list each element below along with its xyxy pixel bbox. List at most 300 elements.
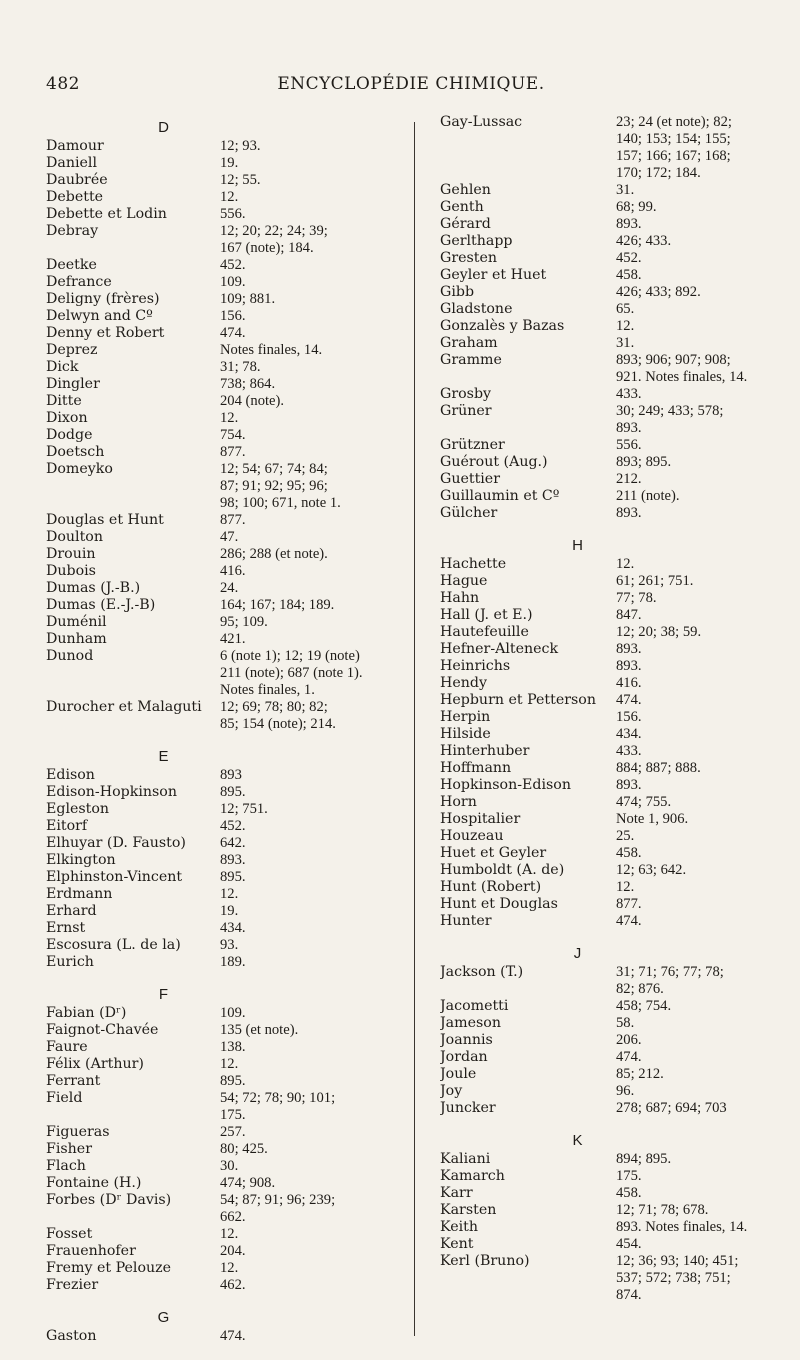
entry-name: Eitorf bbox=[46, 818, 88, 834]
entry-name: Faure bbox=[46, 1039, 88, 1055]
entry-references: 458. bbox=[616, 845, 642, 861]
section-letter: D bbox=[158, 119, 169, 136]
entry-references: 416. bbox=[220, 563, 246, 579]
index-entry bbox=[440, 1049, 795, 1066]
index-entry bbox=[46, 1124, 401, 1141]
entry-references: 95; 109. bbox=[220, 614, 268, 630]
entry-references: 474; 755. bbox=[616, 794, 672, 810]
entry-name: Dubois bbox=[46, 563, 96, 579]
index-entry bbox=[440, 641, 795, 658]
entry-references: 85; 212. bbox=[616, 1066, 664, 1082]
entry-name: Debette bbox=[46, 189, 104, 205]
entry-name: Frauenhofer bbox=[46, 1243, 136, 1259]
entry-references: 93. bbox=[220, 937, 239, 953]
entry-name: Grüner bbox=[440, 403, 492, 419]
section-letter: E bbox=[158, 748, 169, 765]
entry-name: Dunod bbox=[46, 648, 94, 664]
entry-references: 877. bbox=[220, 512, 246, 528]
entry-name: Grützner bbox=[440, 437, 505, 453]
index-entry bbox=[440, 1202, 795, 1219]
index-entry bbox=[46, 138, 401, 155]
index-entry bbox=[440, 335, 795, 352]
entry-name: Juncker bbox=[440, 1100, 496, 1116]
entry-name: Deetke bbox=[46, 257, 97, 273]
entry-references: 31. bbox=[616, 182, 635, 198]
index-entry bbox=[46, 291, 401, 308]
index-entry bbox=[440, 199, 795, 216]
entry-references: 12; 71; 78; 678. bbox=[616, 1202, 709, 1218]
entry-name: Gehlen bbox=[440, 182, 491, 198]
index-entry bbox=[46, 257, 401, 274]
index-entry bbox=[440, 556, 795, 573]
entry-name: Fosset bbox=[46, 1226, 93, 1242]
entry-name: Graham bbox=[440, 335, 498, 351]
entry-name: Heinrichs bbox=[440, 658, 511, 674]
entry-name: Guérout (Aug.) bbox=[440, 454, 548, 470]
entry-references: 24. bbox=[220, 580, 239, 596]
page-header bbox=[46, 74, 746, 98]
entry-name: Debray bbox=[46, 223, 99, 239]
index-entry bbox=[440, 284, 795, 301]
index-entry bbox=[46, 223, 401, 257]
entry-name: Hall (J. et E.) bbox=[440, 607, 533, 623]
entry-name: Joule bbox=[440, 1066, 477, 1082]
entry-name: Ernst bbox=[46, 920, 86, 936]
entry-references: 30. bbox=[220, 1158, 239, 1174]
entry-references: 211 (note). bbox=[616, 488, 680, 504]
entry-name: Geyler et Huet bbox=[440, 267, 547, 283]
entry-references: 25. bbox=[616, 828, 635, 844]
entry-references: 204. bbox=[220, 1243, 246, 1259]
entry-references: 895. bbox=[220, 784, 246, 800]
index-entry bbox=[46, 410, 401, 427]
entry-references: 893 bbox=[220, 767, 242, 783]
entry-references: 12; 54; 67; 74; 84; 87; 91; 92; 95; 96; 98; 100; 671, note 1. bbox=[220, 461, 341, 511]
entry-name: Fisher bbox=[46, 1141, 92, 1157]
entry-references: 12. bbox=[616, 556, 635, 572]
index-entry bbox=[46, 563, 401, 580]
entry-name: Hilside bbox=[440, 726, 491, 742]
entry-references: 278; 687; 694; 703 bbox=[616, 1100, 727, 1116]
entry-references: 458. bbox=[616, 267, 642, 283]
index-entry bbox=[46, 1192, 401, 1226]
entry-name: Jackson (T.) bbox=[440, 964, 524, 980]
entry-name: Deprez bbox=[46, 342, 98, 358]
index-entry bbox=[440, 1168, 795, 1185]
index-entry bbox=[440, 777, 795, 794]
entry-references: 893; 895. bbox=[616, 454, 672, 470]
entry-name: Félix (Arthur) bbox=[46, 1056, 144, 1072]
index-entry bbox=[440, 726, 795, 743]
section-letter: F bbox=[158, 986, 169, 1003]
entry-name: Gonzalès y Bazas bbox=[440, 318, 565, 334]
entry-name: Hospitalier bbox=[440, 811, 521, 827]
entry-references: 19. bbox=[220, 155, 239, 171]
page-running-title: ENCYCLOPÉDIE CHIMIQUE. bbox=[277, 74, 545, 94]
index-entry bbox=[440, 471, 795, 488]
index-entry bbox=[46, 529, 401, 546]
entry-references: 286; 288 (et note). bbox=[220, 546, 328, 562]
entry-name: Hautefeuille bbox=[440, 624, 529, 640]
entry-name: Gramme bbox=[440, 352, 502, 368]
index-entry bbox=[440, 114, 795, 182]
entry-references: 6 (note 1); 12; 19 (note) 211 (note); 687 (note 1). Notes finales, 1. bbox=[220, 648, 363, 698]
entry-name: Hunt et Douglas bbox=[440, 896, 558, 912]
entry-references: 433. bbox=[616, 743, 642, 759]
entry-references: 458; 754. bbox=[616, 998, 672, 1014]
entry-name: Delwyn and Cº bbox=[46, 308, 153, 324]
entry-references: 474. bbox=[616, 1049, 642, 1065]
entry-references: 893. bbox=[616, 216, 642, 232]
entry-references: 895. bbox=[220, 869, 246, 885]
entry-name: Dick bbox=[46, 359, 79, 375]
entry-name: Elhuyar (D. Fausto) bbox=[46, 835, 186, 851]
index-entry bbox=[46, 1073, 401, 1090]
entry-name: Elkington bbox=[46, 852, 116, 868]
entry-name: Dingler bbox=[46, 376, 100, 392]
index-entry bbox=[46, 393, 401, 410]
entry-references: 80; 425. bbox=[220, 1141, 268, 1157]
entry-name: Horn bbox=[440, 794, 477, 810]
entry-references: 893. bbox=[616, 641, 642, 657]
entry-name: Gerlthарp bbox=[440, 233, 513, 249]
index-entry bbox=[440, 1185, 795, 1202]
entry-name: Forbes (Dʳ Davis) bbox=[46, 1192, 172, 1208]
index-entry bbox=[440, 233, 795, 250]
entry-references: 54; 87; 91; 96; 239; 662. bbox=[220, 1192, 336, 1225]
entry-name: Dunham bbox=[46, 631, 107, 647]
entry-name: Hinterhuber bbox=[440, 743, 530, 759]
index-entry bbox=[440, 1083, 795, 1100]
index-entry bbox=[46, 835, 401, 852]
index-entry bbox=[440, 1066, 795, 1083]
index-entry bbox=[46, 512, 401, 529]
index-entry bbox=[440, 811, 795, 828]
entry-name: Dodge bbox=[46, 427, 93, 443]
entry-references: 12; 36; 93; 140; 451; 537; 572; 738; 751; 874. bbox=[616, 1253, 739, 1303]
entry-name: Flach bbox=[46, 1158, 86, 1174]
entry-name: Ditte bbox=[46, 393, 82, 409]
entry-name: Kaliani bbox=[440, 1151, 491, 1167]
entry-name: Edison-Hopkinson bbox=[46, 784, 177, 800]
entry-references: 877. bbox=[220, 444, 246, 460]
entry-name: Gibb bbox=[440, 284, 475, 300]
index-entry bbox=[440, 607, 795, 624]
entry-references: 426; 433; 892. bbox=[616, 284, 701, 300]
index-entry bbox=[46, 444, 401, 461]
index-entry bbox=[46, 784, 401, 801]
index-entry bbox=[46, 1141, 401, 1158]
entry-name: Hepburn et Petterson bbox=[440, 692, 596, 708]
entry-references: 58. bbox=[616, 1015, 635, 1031]
index-column-right bbox=[440, 114, 795, 1304]
index-entry bbox=[46, 869, 401, 886]
entry-references: 12; 63; 642. bbox=[616, 862, 687, 878]
entry-references: 164; 167; 184; 189. bbox=[220, 597, 335, 613]
index-entry bbox=[46, 852, 401, 869]
entry-references: 893. bbox=[616, 777, 642, 793]
entry-name: Erhard bbox=[46, 903, 97, 919]
entry-references: 206. bbox=[616, 1032, 642, 1048]
entry-references: 189. bbox=[220, 954, 246, 970]
entry-references: 462. bbox=[220, 1277, 246, 1293]
index-entry bbox=[46, 767, 401, 784]
entry-references: 109. bbox=[220, 274, 246, 290]
entry-references: 19. bbox=[220, 903, 239, 919]
entry-name: Kerl (Bruno) bbox=[440, 1253, 530, 1269]
index-entry bbox=[46, 801, 401, 818]
entry-references: 556. bbox=[616, 437, 642, 453]
index-entry bbox=[46, 376, 401, 393]
entry-references: 452. bbox=[220, 818, 246, 834]
entry-name: Defrance bbox=[46, 274, 112, 290]
entry-references: 738; 864. bbox=[220, 376, 276, 392]
entry-name: Jordan bbox=[440, 1049, 488, 1065]
entry-references: 474. bbox=[616, 692, 642, 708]
index-entry bbox=[440, 386, 795, 403]
index-entry bbox=[46, 1328, 401, 1345]
entry-name: Frezier bbox=[46, 1277, 99, 1293]
entry-references: 135 (et note). bbox=[220, 1022, 299, 1038]
index-entry bbox=[440, 828, 795, 845]
entry-references: 31; 78. bbox=[220, 359, 261, 375]
index-entry bbox=[46, 1226, 401, 1243]
index-entry bbox=[440, 301, 795, 318]
entry-name: Damour bbox=[46, 138, 104, 154]
entry-references: 12; 20; 22; 24; 39; 167 (note); 184. bbox=[220, 223, 328, 256]
entry-references: 642. bbox=[220, 835, 246, 851]
entry-name: Dumas (E.-J.-B) bbox=[46, 597, 156, 613]
entry-references: 65. bbox=[616, 301, 635, 317]
index-entry bbox=[46, 699, 401, 733]
entry-name: Hendy bbox=[440, 675, 488, 691]
entry-references: 12. bbox=[220, 886, 239, 902]
entry-references: 12; 93. bbox=[220, 138, 261, 154]
entry-references: 12. bbox=[220, 189, 239, 205]
index-entry bbox=[440, 845, 795, 862]
index-entry bbox=[46, 1056, 401, 1073]
index-entry bbox=[46, 1260, 401, 1277]
index-entry bbox=[440, 403, 795, 437]
index-entry bbox=[46, 903, 401, 920]
index-entry bbox=[440, 590, 795, 607]
entry-references: 12. bbox=[616, 879, 635, 895]
entry-name: Doulton bbox=[46, 529, 103, 545]
index-entry bbox=[46, 274, 401, 291]
entry-name: Erdmann bbox=[46, 886, 113, 902]
index-entry bbox=[46, 937, 401, 954]
entry-references: 474. bbox=[220, 325, 246, 341]
entry-references: 434. bbox=[220, 920, 246, 936]
entry-name: Faignot-Chavée bbox=[46, 1022, 159, 1038]
entry-references: 754. bbox=[220, 427, 246, 443]
index-entry bbox=[440, 267, 795, 284]
index-entry bbox=[440, 692, 795, 709]
entry-name: Hahn bbox=[440, 590, 480, 606]
entry-name: Guettier bbox=[440, 471, 500, 487]
entry-references: Notes finales, 14. bbox=[220, 342, 323, 358]
entry-references: 12; 751. bbox=[220, 801, 268, 817]
index-entry bbox=[46, 648, 401, 699]
entry-references: 156. bbox=[616, 709, 642, 725]
entry-name: Fontaine (H.) bbox=[46, 1175, 142, 1191]
entry-name: Duménil bbox=[46, 614, 107, 630]
index-entry bbox=[46, 206, 401, 223]
entry-references: 895. bbox=[220, 1073, 246, 1089]
entry-name: Houzeau bbox=[440, 828, 504, 844]
entry-name: Grosby bbox=[440, 386, 492, 402]
index-entry bbox=[440, 624, 795, 641]
entry-name: Kamarch bbox=[440, 1168, 505, 1184]
index-entry bbox=[46, 597, 401, 614]
entry-references: 426; 433. bbox=[616, 233, 672, 249]
entry-name: Jacometti bbox=[440, 998, 509, 1014]
index-entry bbox=[440, 505, 795, 522]
entry-references: 893. bbox=[616, 505, 642, 521]
entry-name: Daubrée bbox=[46, 172, 108, 188]
entry-name: Fabian (Dʳ) bbox=[46, 1005, 127, 1021]
index-entry bbox=[46, 1005, 401, 1022]
entry-name: Douglas et Hunt bbox=[46, 512, 164, 528]
index-entry bbox=[440, 1219, 795, 1236]
entry-name: Domeyko bbox=[46, 461, 113, 477]
entry-references: 61; 261; 751. bbox=[616, 573, 694, 589]
entry-name: Huet et Geyler bbox=[440, 845, 547, 861]
entry-name: Humboldt (A. de) bbox=[440, 862, 565, 878]
section-letter: K bbox=[572, 1132, 583, 1149]
entry-name: Genth bbox=[440, 199, 484, 215]
entry-name: Joy bbox=[440, 1083, 463, 1099]
page-number: 482 bbox=[46, 74, 80, 94]
index-entry bbox=[440, 573, 795, 590]
index-entry bbox=[440, 182, 795, 199]
entry-references: 421. bbox=[220, 631, 246, 647]
entry-name: Edison bbox=[46, 767, 95, 783]
entry-references: 474. bbox=[616, 913, 642, 929]
index-entry bbox=[46, 1277, 401, 1294]
index-entry bbox=[46, 1022, 401, 1039]
index-entry bbox=[440, 760, 795, 777]
entry-references: 556. bbox=[220, 206, 246, 222]
index-entry bbox=[440, 862, 795, 879]
entry-references: 893. bbox=[220, 852, 246, 868]
entry-name: Debette et Lodin bbox=[46, 206, 167, 222]
index-entry bbox=[440, 896, 795, 913]
entry-references: 12. bbox=[220, 1226, 239, 1242]
section-letter: J bbox=[573, 945, 582, 962]
entry-name: Gülcher bbox=[440, 505, 498, 521]
index-entry bbox=[46, 954, 401, 971]
index-entry bbox=[46, 580, 401, 597]
index-entry bbox=[440, 658, 795, 675]
index-entry bbox=[440, 437, 795, 454]
entry-name: Hunt (Robert) bbox=[440, 879, 542, 895]
entry-name: Kent bbox=[440, 1236, 474, 1252]
entry-name: Gaston bbox=[46, 1328, 97, 1344]
entry-references: 12; 20; 38; 59. bbox=[616, 624, 702, 640]
entry-name: Field bbox=[46, 1090, 83, 1106]
entry-name: Gay-Lussac bbox=[440, 114, 523, 130]
entry-references: 23; 24 (et note); 82; 140; 153; 154; 155; 157; 166; 167; 168; 170; 172; 184. bbox=[616, 114, 732, 181]
entry-references: 474; 908. bbox=[220, 1175, 276, 1191]
entry-name: Joannis bbox=[440, 1032, 493, 1048]
index-entry bbox=[46, 614, 401, 631]
entry-name: Hunter bbox=[440, 913, 492, 929]
entry-references: 12; 55. bbox=[220, 172, 261, 188]
index-entry bbox=[46, 189, 401, 206]
index-entry bbox=[440, 1032, 795, 1049]
entry-references: 894; 895. bbox=[616, 1151, 672, 1167]
entry-references: 175. bbox=[616, 1168, 642, 1184]
entry-name: Deligny (frères) bbox=[46, 291, 160, 307]
entry-name: Karsten bbox=[440, 1202, 497, 1218]
entry-references: 12. bbox=[220, 1056, 239, 1072]
entry-references: 452. bbox=[616, 250, 642, 266]
entry-name: Hefner-Alteneck bbox=[440, 641, 559, 657]
entry-references: 893. Notes finales, 14. bbox=[616, 1219, 748, 1235]
section-letter: G bbox=[157, 1309, 170, 1326]
entry-references: 847. bbox=[616, 607, 642, 623]
index-entry bbox=[440, 913, 795, 930]
entry-name: Gresten bbox=[440, 250, 498, 266]
entry-name: Durocher et Malaguti bbox=[46, 699, 202, 715]
entry-references: Note 1, 906. bbox=[616, 811, 689, 827]
entry-name: Hoffmann bbox=[440, 760, 512, 776]
entry-references: 204 (note). bbox=[220, 393, 285, 409]
index-entry bbox=[46, 155, 401, 172]
column-divider bbox=[414, 122, 415, 1336]
index-column-left bbox=[46, 114, 401, 1345]
entry-references: 47. bbox=[220, 529, 239, 545]
index-entry bbox=[440, 675, 795, 692]
entry-references: 138. bbox=[220, 1039, 246, 1055]
entry-name: Gladstone bbox=[440, 301, 513, 317]
entry-references: 77; 78. bbox=[616, 590, 657, 606]
entry-references: 433. bbox=[616, 386, 642, 402]
index-entry bbox=[440, 318, 795, 335]
index-entry bbox=[440, 1151, 795, 1168]
index-entry bbox=[440, 1253, 795, 1304]
entry-references: 12; 69; 78; 80; 82; 85; 154 (note); 214. bbox=[220, 699, 336, 732]
index-entry bbox=[440, 488, 795, 505]
index-entry bbox=[440, 250, 795, 267]
index-entry bbox=[46, 325, 401, 342]
entry-name: Hopkinson-Edison bbox=[440, 777, 571, 793]
index-entry bbox=[440, 216, 795, 233]
entry-references: 109; 881. bbox=[220, 291, 276, 307]
index-entry bbox=[440, 1100, 795, 1117]
index-entry bbox=[46, 172, 401, 189]
entry-references: 30; 249; 433; 578; 893. bbox=[616, 403, 724, 436]
index-entry bbox=[440, 1236, 795, 1253]
index-entry bbox=[46, 631, 401, 648]
entry-references: 434. bbox=[616, 726, 642, 742]
entry-references: 474. bbox=[220, 1328, 246, 1344]
entry-references: 31; 71; 76; 77; 78; 82; 876. bbox=[616, 964, 724, 997]
entry-name: Jameson bbox=[440, 1015, 501, 1031]
index-entry bbox=[46, 886, 401, 903]
index-entry bbox=[46, 818, 401, 835]
entry-references: 257. bbox=[220, 1124, 246, 1140]
entry-name: Doetsch bbox=[46, 444, 105, 460]
section-letter: H bbox=[572, 537, 583, 554]
entry-name: Ferrant bbox=[46, 1073, 101, 1089]
entry-name: Herpin bbox=[440, 709, 491, 725]
entry-name: Keith bbox=[440, 1219, 478, 1235]
entry-references: 109. bbox=[220, 1005, 246, 1021]
entry-name: Escosura (L. de la) bbox=[46, 937, 181, 953]
index-entry bbox=[46, 920, 401, 937]
